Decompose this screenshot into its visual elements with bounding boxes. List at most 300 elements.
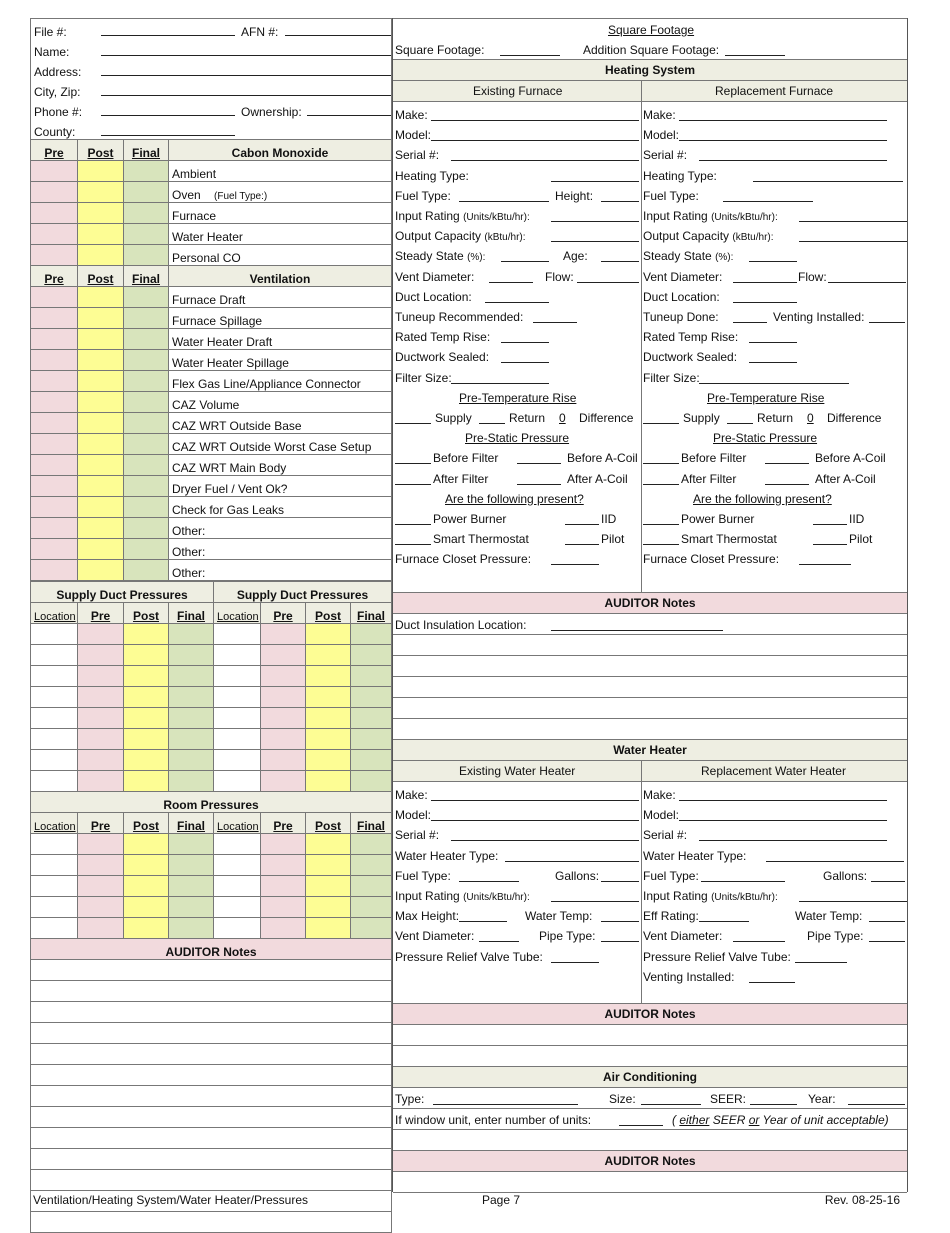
supply-final-cell[interactable] [351, 645, 392, 666]
room-location-cell[interactable] [214, 876, 261, 897]
room-pre-cell[interactable] [78, 834, 124, 855]
supply-post-cell[interactable] [306, 771, 351, 792]
supply-location-cell[interactable] [31, 645, 78, 666]
wh-input-rating-field[interactable] [551, 889, 639, 902]
city-field[interactable] [101, 83, 392, 96]
vent-post-cell[interactable] [78, 350, 124, 371]
ductwork-sealed-field[interactable] [501, 350, 549, 363]
fuel-type-field[interactable] [459, 189, 549, 202]
room-post-cell[interactable] [124, 897, 169, 918]
heating-notes-line[interactable] [393, 719, 907, 740]
supply-post-cell[interactable] [306, 708, 351, 729]
smart-thermostat-field[interactable] [395, 532, 431, 545]
vent-final-cell[interactable] [124, 413, 169, 434]
county-field[interactable] [101, 123, 235, 136]
vent-post-cell[interactable] [78, 434, 124, 455]
tuneup-recommended-field[interactable] [533, 310, 577, 323]
room-post-cell[interactable] [306, 918, 351, 939]
supply-final-cell[interactable] [169, 687, 214, 708]
room-final-cell[interactable] [351, 834, 392, 855]
pilot-field[interactable] [813, 532, 847, 545]
name-field[interactable] [101, 43, 392, 56]
left-notes-line[interactable] [31, 1023, 392, 1044]
supply-post-cell[interactable] [124, 666, 169, 687]
co-pre-cell[interactable] [31, 182, 78, 203]
vent-diameter-field[interactable] [489, 270, 533, 283]
smart-thermostat-field[interactable] [643, 532, 679, 545]
vent-post-cell[interactable] [78, 539, 124, 560]
vent-post-cell[interactable] [78, 518, 124, 539]
room-final-cell[interactable] [169, 897, 214, 918]
input-rating-field[interactable] [551, 209, 639, 222]
co-post-cell[interactable] [78, 224, 124, 245]
supply-pre-cell[interactable] [261, 687, 306, 708]
notes-cell[interactable] [31, 960, 392, 981]
room-location-cell[interactable] [31, 876, 78, 897]
return-field[interactable] [727, 411, 753, 424]
supply-post-cell[interactable] [124, 771, 169, 792]
notes-cell[interactable] [31, 1044, 392, 1065]
before-filter-field[interactable] [643, 451, 679, 464]
duct-location-field[interactable] [485, 290, 549, 303]
supply-pre-cell[interactable] [261, 708, 306, 729]
notes-cell[interactable] [31, 1170, 392, 1191]
room-pre-cell[interactable] [78, 918, 124, 939]
flow-field[interactable] [577, 270, 639, 283]
room-final-cell[interactable] [169, 876, 214, 897]
room-post-cell[interactable] [306, 834, 351, 855]
left-notes-line[interactable] [31, 960, 392, 981]
supply-final-cell[interactable] [169, 771, 214, 792]
notes-cell[interactable] [31, 1086, 392, 1107]
water-temp-field[interactable] [869, 909, 905, 922]
supply-final-cell[interactable] [351, 624, 392, 645]
notes-cell[interactable] [31, 1128, 392, 1149]
vent-post-cell[interactable] [78, 413, 124, 434]
room-location-cell[interactable] [31, 834, 78, 855]
vent-post-cell[interactable] [78, 287, 124, 308]
supply-pre-cell[interactable] [78, 708, 124, 729]
vent-final-cell[interactable] [124, 476, 169, 497]
closet-pressure-field[interactable] [551, 552, 599, 565]
max-height-field[interactable] [459, 909, 507, 922]
after-acoil-field[interactable] [765, 472, 809, 485]
vent-final-cell[interactable] [124, 560, 169, 581]
vent-row-label: Check for Gas Leaks [169, 497, 392, 518]
power-burner-field[interactable] [643, 512, 679, 525]
after-filter-field[interactable] [643, 472, 679, 485]
afn-field[interactable] [285, 23, 391, 36]
supply-location-cell[interactable] [214, 666, 261, 687]
supply-location-cell[interactable] [214, 771, 261, 792]
wh-serial-field[interactable] [451, 828, 639, 841]
supply-field[interactable] [643, 411, 679, 424]
supply-location-cell[interactable] [31, 708, 78, 729]
serial-field[interactable] [451, 148, 639, 161]
wh-make-field[interactable] [431, 788, 639, 801]
vent-post-cell[interactable] [78, 308, 124, 329]
co-post-cell[interactable] [78, 245, 124, 266]
vent-final-cell[interactable] [124, 539, 169, 560]
wh-make-field[interactable] [679, 788, 887, 801]
vent-final-cell[interactable] [124, 434, 169, 455]
supply-rows [31, 624, 392, 792]
supply-post-cell[interactable] [306, 729, 351, 750]
vent-pre-cell[interactable] [31, 287, 78, 308]
supply-post-cell[interactable] [306, 645, 351, 666]
gallons-field[interactable] [601, 869, 639, 882]
notes-cell[interactable] [31, 1023, 392, 1044]
notes-cell[interactable] [31, 981, 392, 1002]
return-value[interactable]: 0 [559, 411, 566, 425]
steady-state-label-text: Steady State [643, 249, 712, 264]
supply-post-cell[interactable] [124, 708, 169, 729]
sqft-field[interactable] [500, 43, 560, 56]
supply-location-cell[interactable] [214, 729, 261, 750]
left-notes-line[interactable] [31, 1128, 392, 1149]
heating-notes-line[interactable] [393, 677, 907, 698]
co-final-cell[interactable] [124, 245, 169, 266]
supply-location-cell[interactable] [31, 624, 78, 645]
room-location-cell[interactable] [214, 897, 261, 918]
relief-tube-field[interactable] [795, 950, 847, 963]
vent-pre-cell[interactable] [31, 539, 78, 560]
room-post-cell[interactable] [124, 834, 169, 855]
wh-fuel-type-field[interactable] [701, 869, 785, 882]
address-field[interactable] [101, 63, 392, 76]
rated-temp-rise-field[interactable] [749, 330, 797, 343]
rated-temp-rise-field[interactable] [501, 330, 549, 343]
room-final-cell[interactable] [169, 855, 214, 876]
serial-field[interactable] [699, 148, 887, 161]
ductwork-sealed-field[interactable] [749, 350, 797, 363]
supply-pre-cell[interactable] [261, 750, 306, 771]
supply-pre-cell[interactable] [261, 645, 306, 666]
left-notes-line[interactable] [31, 1107, 392, 1128]
room-post-cell[interactable] [124, 876, 169, 897]
supply-final-cell[interactable] [169, 624, 214, 645]
supply-field[interactable] [395, 411, 431, 424]
left-notes-line[interactable] [31, 1170, 392, 1191]
age-field[interactable] [601, 249, 639, 262]
wh-type-field[interactable] [505, 849, 639, 862]
supply-final-cell[interactable] [169, 729, 214, 750]
post-head: Post [306, 603, 351, 624]
ac-seer-field[interactable] [750, 1092, 797, 1105]
supply-location-cell[interactable] [31, 771, 78, 792]
room-location-cell[interactable] [31, 897, 78, 918]
ac-blank-line[interactable] [393, 1130, 907, 1151]
room-pre-cell[interactable] [261, 855, 306, 876]
window-unit-field[interactable] [619, 1113, 663, 1126]
supply-post-cell[interactable] [124, 750, 169, 771]
vent-pre-cell[interactable] [31, 518, 78, 539]
wh-notes-line[interactable] [393, 1046, 907, 1067]
room-location-cell[interactable] [214, 918, 261, 939]
output-capacity-field[interactable] [551, 229, 639, 242]
rated-temp-rise-label: Rated Temp Rise: [643, 330, 739, 345]
return-field[interactable] [479, 411, 505, 424]
supply-final-cell[interactable] [169, 750, 214, 771]
steady-state-field[interactable] [501, 249, 549, 262]
supply-pre-cell[interactable] [78, 750, 124, 771]
water-heater-section [393, 782, 907, 1004]
vent-final-cell[interactable] [124, 518, 169, 539]
filter-size-field[interactable] [451, 371, 549, 384]
room-pre-cell[interactable] [78, 876, 124, 897]
wh-venting-installed-field[interactable] [749, 970, 795, 983]
supply-pre-cell[interactable] [78, 729, 124, 750]
wh-vent-diameter-field[interactable] [733, 929, 785, 942]
model-field[interactable] [431, 128, 639, 141]
notes-cell[interactable] [31, 1002, 392, 1023]
left-notes-line[interactable] [31, 1044, 392, 1065]
return-value[interactable]: 0 [807, 411, 814, 425]
notes-cell[interactable] [31, 1107, 392, 1128]
wh-type-field[interactable] [766, 849, 904, 862]
power-burner-field[interactable] [395, 512, 431, 525]
supply-post-cell[interactable] [124, 645, 169, 666]
model-field[interactable] [679, 128, 887, 141]
vent-final-cell[interactable] [124, 329, 169, 350]
iid-field[interactable] [565, 512, 599, 525]
supply-final-cell[interactable] [351, 771, 392, 792]
left-notes-line[interactable] [31, 981, 392, 1002]
room-final-cell[interactable] [351, 897, 392, 918]
vent-final-cell[interactable] [124, 350, 169, 371]
left-notes-line[interactable] [31, 1002, 392, 1023]
supply-post-cell[interactable] [306, 624, 351, 645]
supply-post-cell[interactable] [306, 750, 351, 771]
addition-sqft-field[interactable] [725, 43, 785, 56]
room-location-cell[interactable] [31, 918, 78, 939]
wh-input-rating-field[interactable] [799, 889, 907, 902]
fuel-type-label: Fuel Type: [395, 188, 451, 203]
co-final-cell[interactable] [124, 203, 169, 224]
vent-pre-cell[interactable] [31, 560, 78, 581]
supply-pre-cell[interactable] [261, 771, 306, 792]
supply-final-cell[interactable] [351, 687, 392, 708]
wh-serial-field[interactable] [699, 828, 887, 841]
supply-location-cell[interactable] [31, 729, 78, 750]
pilot-field[interactable] [565, 532, 599, 545]
steady-state-field[interactable] [749, 249, 797, 262]
ac-notes-line[interactable] [393, 1172, 907, 1193]
wh-notes-line[interactable] [393, 1025, 907, 1046]
pipe-type-field[interactable] [869, 929, 905, 942]
supply-pre-cell[interactable] [261, 729, 306, 750]
room-post-cell[interactable] [124, 918, 169, 939]
supply-post-cell[interactable] [306, 666, 351, 687]
supply-pre-cell[interactable] [78, 624, 124, 645]
make-field[interactable] [679, 108, 887, 121]
room-final-cell[interactable] [351, 876, 392, 897]
supply-pre-cell[interactable] [78, 666, 124, 687]
supply-final-cell[interactable] [169, 645, 214, 666]
vent-final-cell[interactable] [124, 455, 169, 476]
co-post-cell[interactable] [78, 203, 124, 224]
room-pre-cell[interactable] [261, 918, 306, 939]
input-rating-field[interactable] [799, 209, 907, 222]
room-pre-cell[interactable] [261, 897, 306, 918]
vent-pre-cell[interactable] [31, 350, 78, 371]
supply-location-cell[interactable] [214, 687, 261, 708]
supply-pre-cell[interactable] [78, 771, 124, 792]
co-pre-cell[interactable] [31, 203, 78, 224]
room-post-cell[interactable] [306, 897, 351, 918]
gallons-field[interactable] [871, 869, 905, 882]
supply-post-cell[interactable] [124, 624, 169, 645]
vent-pre-cell[interactable] [31, 455, 78, 476]
supply-location-cell[interactable] [214, 708, 261, 729]
duct-insulation-field[interactable] [551, 618, 723, 631]
vent-post-cell[interactable] [78, 560, 124, 581]
heating-type-field[interactable] [753, 169, 903, 182]
room-post-cell[interactable] [124, 855, 169, 876]
supply-final-cell[interactable] [351, 729, 392, 750]
wh-model-field[interactable] [431, 808, 639, 821]
room-location-cell[interactable] [214, 855, 261, 876]
co-post-cell[interactable] [78, 161, 124, 182]
duct-location-field[interactable] [733, 290, 797, 303]
after-filter-field[interactable] [395, 472, 431, 485]
room-pre-cell[interactable] [78, 855, 124, 876]
supply-post-cell[interactable] [124, 729, 169, 750]
room-location-cell[interactable] [31, 855, 78, 876]
supply-pre-cell[interactable] [78, 645, 124, 666]
filter-size-field[interactable] [699, 371, 849, 384]
co-post-cell[interactable] [78, 182, 124, 203]
left-notes-line[interactable] [31, 1149, 392, 1170]
notes-cell[interactable] [31, 1149, 392, 1170]
room-final-cell[interactable] [169, 834, 214, 855]
closet-pressure-field[interactable] [799, 552, 851, 565]
vent-pre-cell[interactable] [31, 308, 78, 329]
water-temp-field[interactable] [601, 909, 639, 922]
supply-final-cell[interactable] [351, 750, 392, 771]
eff-rating-field[interactable] [699, 909, 749, 922]
room-final-cell[interactable] [351, 855, 392, 876]
supply-location-cell[interactable] [214, 750, 261, 771]
vent-post-cell[interactable] [78, 497, 124, 518]
co-final-cell[interactable] [124, 161, 169, 182]
supply-location-cell[interactable] [31, 687, 78, 708]
vent-final-cell[interactable] [124, 497, 169, 518]
co-final-cell[interactable] [124, 182, 169, 203]
heating-notes-line[interactable] [393, 698, 907, 719]
co-final-cell[interactable] [124, 224, 169, 245]
vent-post-cell[interactable] [78, 476, 124, 497]
supply-pre-cell[interactable] [261, 624, 306, 645]
wh-fuel-type-field[interactable] [459, 869, 519, 882]
vent-post-cell[interactable] [78, 329, 124, 350]
relief-tube-field[interactable] [551, 950, 599, 963]
vent-pre-cell[interactable] [31, 413, 78, 434]
co-pre-cell[interactable] [31, 245, 78, 266]
heating-notes-line[interactable] [393, 656, 907, 677]
tuneup-done-field[interactable] [733, 310, 767, 323]
left-notes-line[interactable] [31, 1065, 392, 1086]
vent-final-cell[interactable] [124, 392, 169, 413]
phone-field[interactable] [101, 103, 235, 116]
room-pre-cell[interactable] [261, 876, 306, 897]
vent-pre-cell[interactable] [31, 392, 78, 413]
ownership-field[interactable] [307, 103, 392, 116]
fuel-type-field[interactable] [723, 189, 813, 202]
supply-pre-cell[interactable] [78, 687, 124, 708]
before-acoil-field[interactable] [517, 451, 561, 464]
vent-post-cell[interactable] [78, 392, 124, 413]
ac-size-field[interactable] [641, 1092, 701, 1105]
vent-pre-cell[interactable] [31, 476, 78, 497]
room-final-cell[interactable] [351, 918, 392, 939]
output-capacity-field[interactable] [799, 229, 907, 242]
file-field[interactable] [101, 23, 235, 36]
supply-final-cell[interactable] [169, 666, 214, 687]
heating-notes-line[interactable] [393, 635, 907, 656]
room-post-cell[interactable] [306, 876, 351, 897]
ac-type-field[interactable] [433, 1092, 578, 1105]
room-post-cell[interactable] [306, 855, 351, 876]
after-acoil-field[interactable] [517, 472, 561, 485]
make-field[interactable] [431, 108, 639, 121]
left-notes-line[interactable] [31, 1086, 392, 1107]
post-head: Post [124, 603, 169, 624]
vent-pre-cell[interactable] [31, 497, 78, 518]
supply-location-cell[interactable] [214, 645, 261, 666]
vent-diameter-field[interactable] [733, 270, 797, 283]
room-pre-cell[interactable] [261, 834, 306, 855]
heating-type-field[interactable] [551, 169, 639, 182]
vent-post-cell[interactable] [78, 455, 124, 476]
supply-post-cell[interactable] [124, 687, 169, 708]
vent-pre-cell[interactable] [31, 434, 78, 455]
vent-final-cell[interactable] [124, 308, 169, 329]
pipe-type-field[interactable] [601, 929, 639, 942]
supply-final-cell[interactable] [351, 666, 392, 687]
supply-location-cell[interactable] [31, 750, 78, 771]
vent-post-cell[interactable] [78, 371, 124, 392]
supply-location-cell[interactable] [31, 666, 78, 687]
vent-final-cell[interactable] [124, 287, 169, 308]
left-notes-line[interactable] [31, 1212, 392, 1233]
iid-field[interactable] [813, 512, 847, 525]
supply-location-cell[interactable] [214, 624, 261, 645]
room-final-cell[interactable] [169, 918, 214, 939]
co-pre-cell[interactable] [31, 224, 78, 245]
height-field[interactable] [601, 189, 639, 202]
notes-cell[interactable] [31, 1212, 392, 1233]
ac-year-field[interactable] [848, 1092, 905, 1105]
co-pre-cell[interactable] [31, 161, 78, 182]
wh-vent-diameter-field[interactable] [479, 929, 519, 942]
supply-final-cell[interactable] [169, 708, 214, 729]
flow-field[interactable] [828, 270, 906, 283]
vent-pre-cell[interactable] [31, 329, 78, 350]
supply-final-cell[interactable] [351, 708, 392, 729]
room-location-cell[interactable] [214, 834, 261, 855]
notes-cell[interactable] [31, 1065, 392, 1086]
venting-installed-field[interactable] [869, 310, 905, 323]
before-filter-field[interactable] [395, 451, 431, 464]
supply-post-cell[interactable] [306, 687, 351, 708]
before-acoil-field[interactable] [765, 451, 809, 464]
vent-pre-cell[interactable] [31, 371, 78, 392]
supply-pre-cell[interactable] [261, 666, 306, 687]
wh-model-field[interactable] [679, 808, 887, 821]
vent-final-cell[interactable] [124, 371, 169, 392]
room-pre-cell[interactable] [78, 897, 124, 918]
